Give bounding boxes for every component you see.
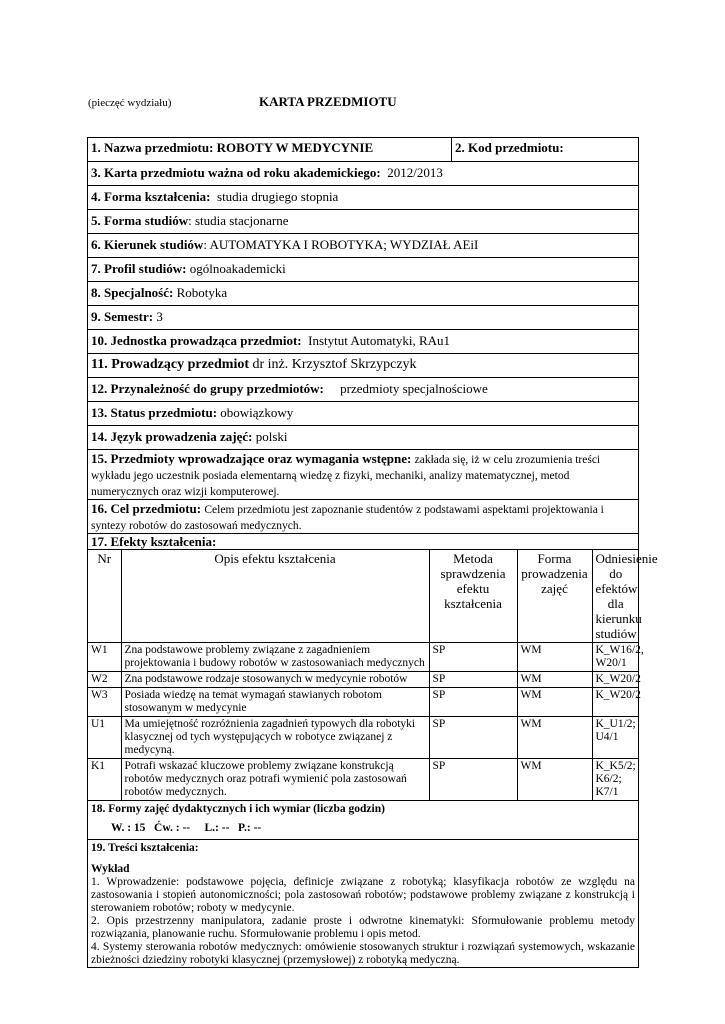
outcome-desc: Potrafi wskazać kluczowe problemy związane konstrukcją robotów medycznych oraz potrafi wymienić pola zastosowań robotów medycznych. [121,759,429,801]
outcome-form: WM [517,717,592,759]
outcomes-header-ref: Odniesienie do efektów dla kierunku studiów [592,550,639,643]
outcome-ref: K_W20/2 [592,672,639,688]
outcome-method: SP [429,643,517,672]
field-class-forms [88,801,639,840]
field-lecturer: 11. Prowadzący przedmiot dr inż. Krzysztof Skrzypczyk [88,354,639,378]
outcome-ref: K_U1/2; U4/1 [592,717,639,759]
class-forms-hours: W. : 15 Ćw. : -- L.: -- P.: -- [111,822,262,834]
table-row [88,759,639,801]
table-row [88,643,639,672]
field-course-code: 2. Kod przedmiotu: [452,138,639,162]
outcomes-header-method: Metoda sprawdzenia efektu kształcenia [429,550,517,643]
field-course-name: 1. Nazwa przedmiotu: ROBOTY W MEDYCYNIE [88,138,452,162]
learning-outcomes-cell [88,550,658,801]
field-learning-outcomes-title: 17. Efekty kształcenia: [88,534,639,550]
outcome-nr: W1 [88,643,121,672]
course-content-item: 2. Opis przestrzenny manipulatora, zadanie proste i odwrotne kinematyki: Sformułowanie problemu metody rozwiązania, planowanie ruchu. Sformułowanie problemu i opis metod. [91,915,635,940]
outcome-desc: Posiada wiedzę na temat wymagań stawianych robotom stosowanym w medycynie [121,688,429,717]
field-course-goal: 16. Cel przedmiotu: Celem przedmiotu jest zapoznanie studentów z podstawami aspektami projektowania i syntezy robotów do zastosowań medycznych. [88,500,639,534]
table-row [88,688,639,717]
outcome-form: WM [517,688,592,717]
faculty-stamp-label: (pieczęć wydziału) [88,97,172,109]
course-card-table [87,137,658,968]
field-valid-from: 3. Karta przedmiotu ważna od roku akademickiego: 2012/2013 [88,162,639,186]
field-study-profile: 7. Profil studiów: ogólnoakademicki [88,258,639,282]
outcome-ref: K_W16/2, W20/1 [592,643,639,672]
outcome-nr: W3 [88,688,121,717]
outcomes-header-desc: Opis efektu kształcenia [121,550,429,643]
outcome-desc: Zna podstawowe rodzaje stosowanych w medycynie robotów [121,672,429,688]
field-unit: 10. Jednostka prowadząca przedmiot: Instytut Automatyki, RAu1 [88,330,639,354]
outcome-method: SP [429,688,517,717]
outcome-nr: U1 [88,717,121,759]
outcomes-header-nr: Nr [88,550,121,643]
outcome-ref: K_K5/2; K6/2; K7/1 [592,759,639,801]
outcome-method: SP [429,717,517,759]
outcome-method: SP [429,759,517,801]
outcome-form: WM [517,672,592,688]
page-title: KARTA PRZEDMIOTU [259,94,397,109]
field-education-form: 4. Forma kształcenia: studia drugiego stopnia [88,186,639,210]
field-specialization: 8. Specjalność: Robotyka [88,282,639,306]
course-content-item: 4. Systemy sterowania robotów medycznych: omówienie stosowanych struktur i rozwiązań systemowych, wskazanie zbieżności dziedziny robotyki klasycznej (przemysłowej) z robotyką medyczną. [91,941,635,966]
outcome-desc: Ma umiejętność rozróżnienia zagadnień typowych dla robotyki klasycznej od tych występujących w robotyce związanej z medycyną. [121,717,429,759]
outcome-desc: Zna podstawowe problemy związane z zagadnieniem projektowania i budowy robotów w zastosowaniach medycznych [121,643,429,672]
field-study-direction: 6. Kierunek studiów: AUTOMATYKA I ROBOTYKA; WYDZIAŁ AEiI [88,234,639,258]
outcome-nr: W2 [88,672,121,688]
outcome-ref: K_W20/2 [592,688,639,717]
table-row [88,717,639,759]
outcomes-header-row [88,550,639,643]
field-study-form: 5. Forma studiów: studia stacjonarne [88,210,639,234]
table-row [88,672,639,688]
course-content-item: 1. Wprowadzenie: podstawowe pojęcia, definicje związane z robotyką; klasyfikacja robotów ze względu na zastosowania i stopień autonomiczności; pola zastosowań robotów; podstawowe problemy związane z konstrukcją i sterowaniem robotów; roboty w medycynie. [91,876,635,914]
field-language: 14. Język prowadzenia zajęć: polski [88,426,639,450]
field-course-content [88,840,639,968]
outcome-form: WM [517,759,592,801]
outcome-form: WM [517,643,592,672]
class-forms-label: 18. Formy zajęć dydaktycznych i ich wymiar (liczba godzin) [91,803,385,815]
course-content-subtitle: Wykład [91,863,130,875]
field-semester: 9. Semestr: 3 [88,306,639,330]
course-content-label: 19. Treści kształcenia: [91,842,199,854]
outcome-method: SP [429,672,517,688]
field-status: 13. Status przedmiotu: obowiązkowy [88,402,639,426]
field-subject-group: 12. Przynależność do grupy przedmiotów: przedmioty specjalnościowe [88,378,639,402]
field-prerequisites: 15. Przedmioty wprowadzające oraz wymagania wstępne: zakłada się, iż w celu zrozumienia treści wykładu jego uczestnik posiada elementarną wiedzę z fizyki, mechaniki, analizy matematycznej, metod numerycznych oraz wizji komputerowej. [88,450,639,500]
outcomes-header-form: Forma prowadzenia zajęć [517,550,592,643]
learning-outcomes-table [88,550,658,800]
outcome-nr: K1 [88,759,121,801]
